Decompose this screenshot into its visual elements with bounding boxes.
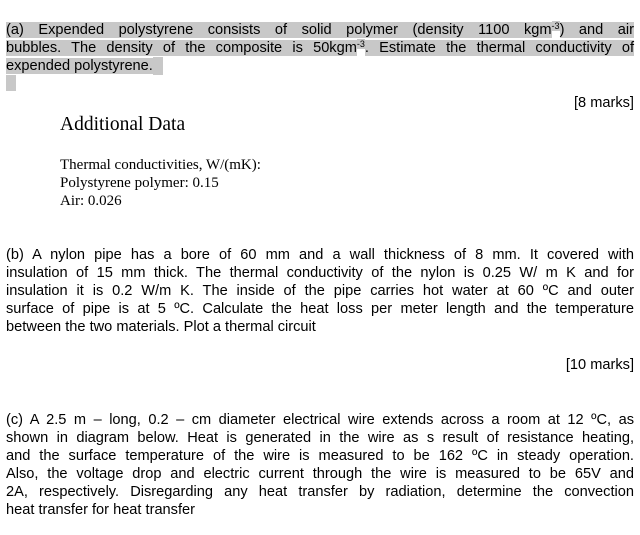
question-a-label: (a) <box>6 22 24 38</box>
question-a-text-1: Expended polystyrene consists of solid polymer (density 1100 kgm <box>23 22 552 38</box>
question-b-line-4: surface of pipe is at 5 ºC. Calculate the heat loss per meter length and the temperature <box>6 301 634 317</box>
question-b-marks: [10 marks] <box>565 357 634 373</box>
question-c-line-1: (c) A 2.5 m – long, 0.2 – cm diameter electrical wire extends across a room at 12 ºC, as <box>6 412 634 428</box>
question-c-line-3: and the surface temperature of the wire is measured to be 162 ºC in steady operation. <box>6 448 634 464</box>
question-c-line-2: shown in diagram below. Heat is generated in the wire as s result of resistance heating, <box>6 430 634 446</box>
question-a-text-2: bubbles. The density of the composite is 50kgm <box>6 40 357 56</box>
question-a-marks: [8 marks] <box>573 95 634 111</box>
question-b-line-3: insulation it is 0.2 W/m K. The inside of the pipe carries hot water at 60 ºC and outer <box>6 283 634 299</box>
additional-data-heading: Additional Data <box>60 114 186 135</box>
question-c-line-5: 2A, respectively. Disregarding any heat transfer by radiation, determine the convection <box>6 484 634 500</box>
question-a-line-2 <box>6 39 634 57</box>
question-b-line-5: between the two materials. Plot a thermal circuit <box>6 319 316 335</box>
question-b-line-2: insulation of 15 mm thick. The thermal conductivity of the nylon is 0.25 W/ m K and for <box>6 265 634 281</box>
additional-data-line-2: Polystyrene polymer: 0.15 <box>60 175 219 191</box>
question-a-exponent-2: -3 <box>356 39 365 49</box>
question-a-line-3 <box>6 57 163 75</box>
question-a-line-1 <box>6 21 634 39</box>
question-a-text-2b: . Estimate the thermal conductivity of <box>364 40 635 56</box>
additional-data-line-3: Air: 0.026 <box>60 193 122 209</box>
highlight-cursor-block <box>6 75 16 91</box>
question-b-line-1: (b) A nylon pipe has a bore of 60 mm and a wall thickness of 8 mm. It covered with <box>6 247 634 263</box>
question-a-text-1b: ) and air <box>559 22 634 38</box>
question-c-line-4: Also, the voltage drop and electric current through the wire is measured to be 65V and <box>6 466 634 482</box>
additional-data-line-1: Thermal conductivities, W/(mK): <box>60 157 261 173</box>
question-a-exponent-1: -3 <box>551 21 560 31</box>
highlight-tail <box>153 57 163 75</box>
question-a-text-3: expended polystyrene. <box>6 58 153 74</box>
question-c-line-6: heat transfer for heat transfer <box>6 502 196 518</box>
